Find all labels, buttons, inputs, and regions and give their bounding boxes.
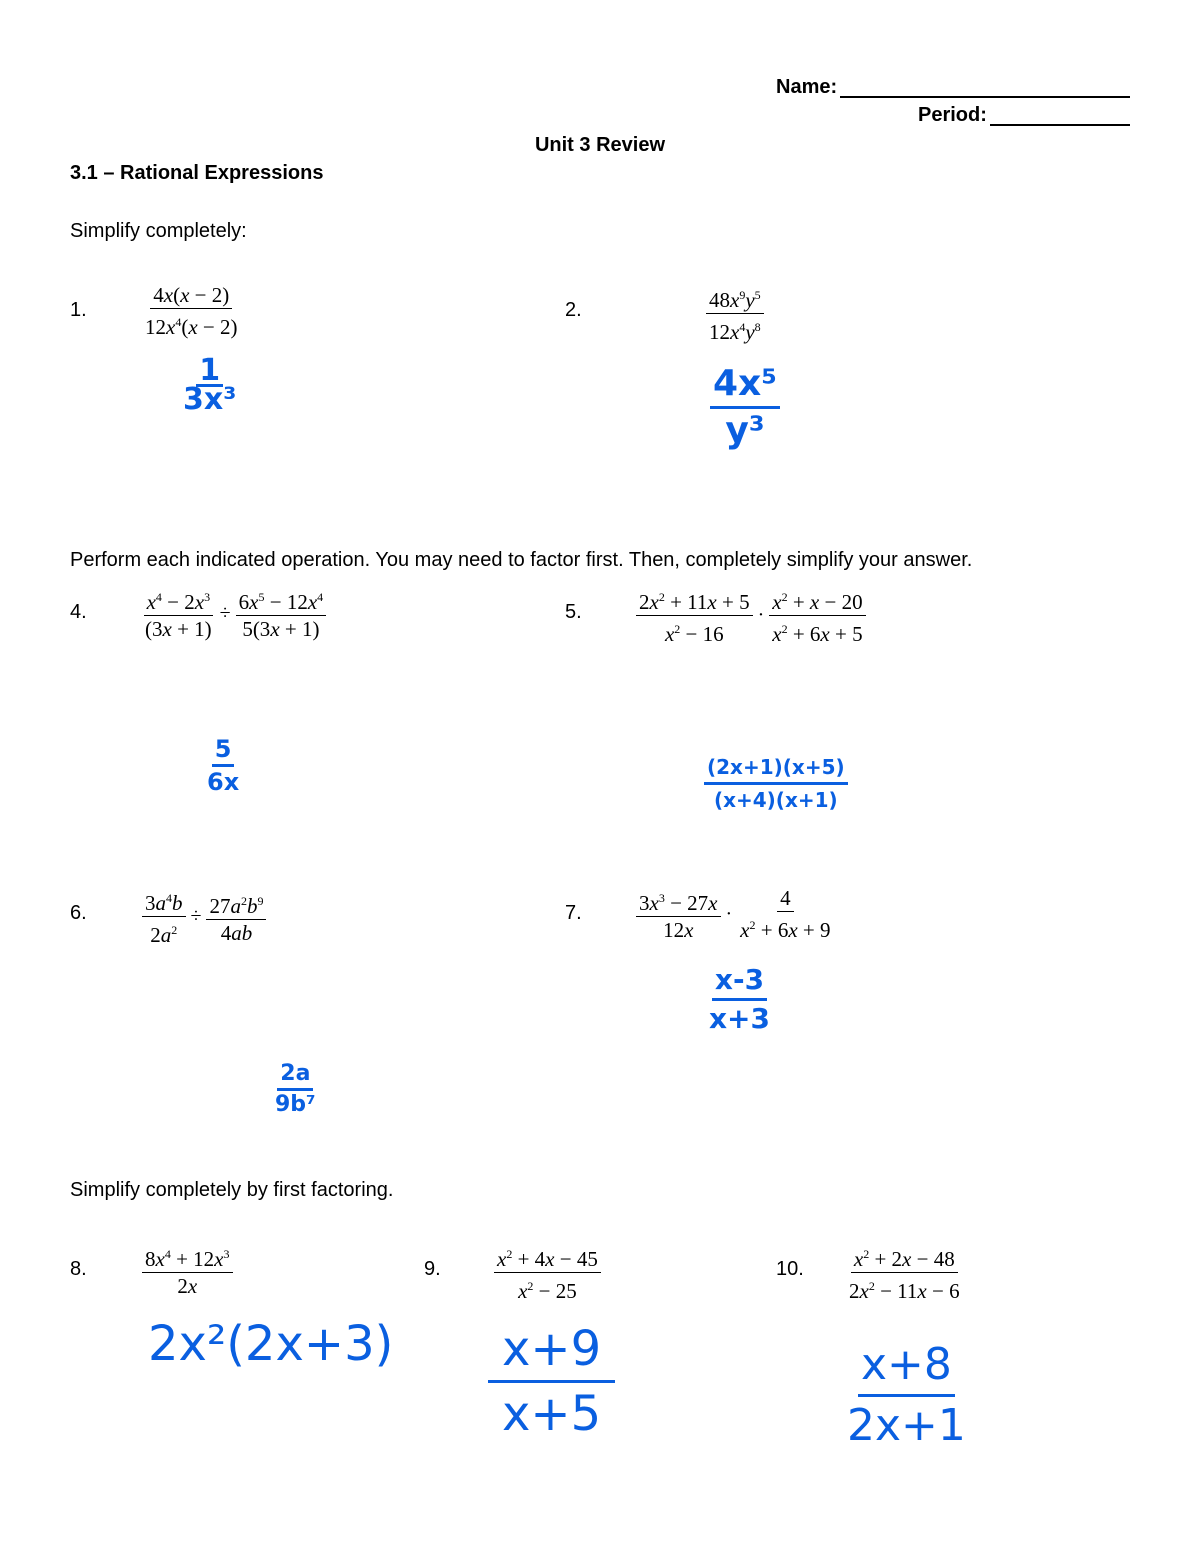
period-label: Period: [918, 104, 987, 126]
problem-2-expression: $\frac{48x^9y^5}{12x^4y^8}$ [706, 282, 764, 345]
answer-10-numerator: x+8 [858, 1336, 955, 1397]
answer-9-numerator: x+9 [488, 1318, 615, 1383]
problem-5-label: 5. [565, 601, 582, 623]
problem-1-expression: $\frac{4x(x - 2)}{12x^4(x - 2)}$ [145, 283, 238, 339]
problem-1-label: 1. [70, 299, 87, 321]
answer-7 [706, 962, 773, 1037]
problem-6-label: 6. [70, 902, 87, 924]
answer-9-denominator: x+5 [502, 1386, 602, 1442]
problem-6-expression: $\frac{3a^4b}{2a^2}$ ÷ $\frac{27a^2b^9}{4ab}$ [142, 885, 266, 948]
answer-2 [710, 362, 780, 453]
answer-4 [204, 734, 242, 797]
instruction-operations: Perform each indicated operation. You may need to factor first. Then, completely simplify your answer. [70, 549, 973, 571]
answer-8: 2x²(2x+3) [148, 1316, 394, 1372]
page-title: Unit 3 Review [534, 134, 666, 156]
problem-8-expression: $\frac{8x^4 + 12x^3}{2x}$ [142, 1241, 233, 1299]
instruction-simplify: Simplify completely: [70, 220, 247, 242]
answer-1-denominator: 3x³ [183, 382, 237, 417]
problem-4-label: 4. [70, 601, 87, 623]
problem-8-label: 8. [70, 1258, 87, 1280]
answer-6-numerator: 2a [277, 1060, 313, 1091]
name-label: Name: [776, 76, 838, 98]
answer-7-denominator: x+3 [709, 1002, 771, 1035]
problem-2-label: 2. [565, 299, 582, 321]
answer-1 [180, 353, 239, 417]
answer-5-numerator: (2x+1)(x+5) [704, 752, 848, 785]
problem-4-expression: $\frac{x^4 - 2x^3}{(3x + 1)}$ ÷ $\frac{6x^5 - 12x^4}{5(3x + 1)}$ [142, 584, 326, 642]
problem-7-label: 7. [565, 902, 582, 924]
section-heading: 3.1 – Rational Expressions [70, 162, 324, 184]
answer-9 [488, 1318, 615, 1445]
answer-1-numerator: 1 [196, 358, 223, 387]
answer-4-denominator: 6x [207, 768, 240, 796]
answer-10 [844, 1336, 969, 1455]
answer-6 [272, 1060, 319, 1119]
problem-7-expression: $\frac{3x^3 - 27x}{12x}$ · $\frac{4}{x^2 + 6x + 9}$ [636, 885, 834, 943]
answer-7-numerator: x-3 [712, 962, 767, 1001]
period-field[interactable] [990, 124, 1130, 126]
answer-5-denominator: (x+4)(x+1) [713, 788, 838, 812]
answer-2-numerator: 4x⁵ [710, 362, 780, 409]
problem-9-expression: $\frac{x^2 + 4x - 45}{x^2 - 25}$ [494, 1241, 601, 1304]
problem-9-label: 9. [424, 1258, 441, 1280]
answer-4-numerator: 5 [212, 734, 235, 767]
answer-6-denominator: 9b⁷ [275, 1092, 316, 1117]
instruction-factoring: Simplify completely by first factoring. [70, 1179, 394, 1201]
problem-5-expression: $\frac{2x^2 + 11x + 5}{x^2 - 16}$ · $\frac{x^2 + x - 20}{x^2 + 6x + 5}$ [636, 584, 866, 647]
answer-2-denominator: y³ [725, 410, 765, 451]
problem-10-label: 10. [776, 1258, 804, 1280]
name-field[interactable] [840, 96, 1130, 98]
answer-10-denominator: 2x+1 [847, 1400, 966, 1451]
problem-10-expression: $\frac{x^2 + 2x - 48}{2x^2 - 11x - 6}$ [846, 1241, 963, 1304]
answer-5 [704, 752, 848, 815]
